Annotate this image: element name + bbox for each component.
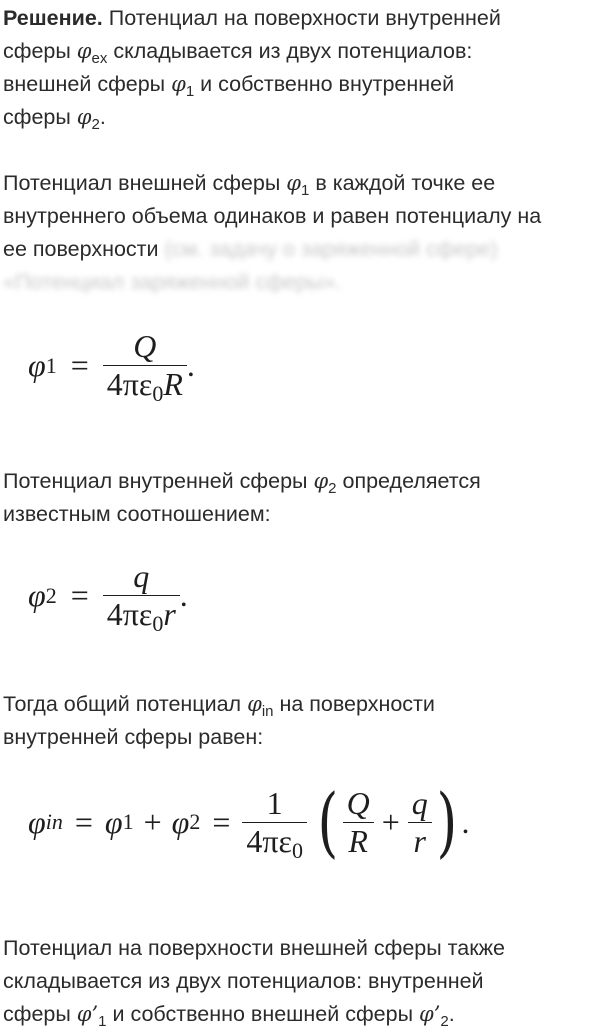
text-line: внутренней сферы равен: [3,725,264,749]
text-line: определяется [336,469,481,493]
symbol-phi: φ [171,803,190,840]
text-line: известным соотношением: [3,502,271,526]
symbol-phi: φ [313,469,329,493]
plus-sign: + [381,803,400,840]
symbol-phi: φ [28,347,46,383]
fraction [103,558,180,636]
paragraph-intro [3,2,595,134]
text-line: сферы [3,39,77,63]
numerator: Q [346,784,370,821]
denominator: R [343,822,374,860]
denominator [103,365,187,406]
period: . [461,803,470,840]
fraction [408,785,432,860]
symbol-phi: φ [76,39,92,63]
fraction [343,785,374,860]
numerator: q [411,784,428,821]
right-paren: ) [436,777,457,866]
text-line: . [99,105,106,129]
numerator: q [133,558,150,594]
symbol-sub: 2 [328,480,337,497]
text-line: складывается из двух потенциалов: [107,39,473,63]
text-line: сферы [3,1002,77,1026]
text-line: ее поверхности [3,237,159,261]
symbol-phi: φ [104,803,123,840]
blurred-text: (см. задачу о заряженной сфере) [158,237,498,261]
solution-label: Решение. [3,6,103,30]
text-line: Потенциал внутренней сферы [3,469,314,493]
symbol-phi: φ [171,72,186,96]
text-line: Потенциал на поверхности внутренней [102,6,501,30]
text-line: сферы [3,105,77,129]
text-line: Тогда общий потенциал [3,692,248,716]
symbol-sub: 0 [152,611,164,636]
symbol-phi-prime: φ’ [419,1002,441,1026]
symbol-phi-prime: φ’ [76,1002,99,1026]
numerator: 1 [266,784,283,821]
equals-sign: = [70,577,89,613]
paragraph-outer-sphere [3,932,595,1031]
denominator-text: R [163,366,183,402]
denominator-text: 4πε [246,822,292,859]
denominator-text: 4πε [106,596,153,632]
symbol-sub: 1 [185,83,195,100]
symbol-sub: 1 [301,182,310,199]
plus-sign: + [143,803,162,840]
equals-sign: = [212,803,231,840]
symbol-sub: 0 [152,381,164,406]
symbol-sub: ex [91,50,108,67]
text-line: складывается из двух потенциалов: внутренней [3,969,484,993]
paragraph-outer-potential [3,167,595,299]
equals-sign: = [70,347,89,383]
fraction [242,784,307,863]
symbol-phi: φ [286,171,301,195]
equation-phi-in: φ in = φ 1 + φ 2 = $\frac{1}{4\pi\varepsilon_0}$ ( $\frac{Q}{R}$ + $\frac{q}{r}$ ) . [28,777,470,866]
denominator [103,595,180,636]
symbol-phi: φ [28,577,46,613]
paragraph-total-potential [3,688,595,754]
period: . [179,577,188,613]
symbol-sub: 0 [291,837,303,863]
denominator-text: 4πε [106,366,153,402]
symbol-phi: φ [247,692,262,716]
text-line: внутреннего объема одинаков и равен потенциалу на [3,204,542,228]
denominator: r [408,822,432,860]
left-paren: ( [317,777,339,866]
paragraph-inner-potential [3,465,595,531]
text-line: . [448,1002,455,1026]
symbol-sub: 2 [91,116,100,133]
equation-phi1: φ 1 = $\frac{Q}{4\pi\varepsilon_0R}$ . [28,328,195,406]
blurred-text: «Потенциал заряженной сферы». [3,270,342,294]
symbol-sub: 1 [98,1013,107,1030]
text-line: Потенциал внешней сферы [3,171,287,195]
equals-sign: = [74,803,93,840]
text-line: Потенциал на поверхности внешней сферы также [3,936,505,960]
symbol-sub: 2 [440,1013,449,1030]
text-line: в каждой точке ее [309,171,496,195]
text-line: на поверхности [273,692,435,716]
denominator-text: r [163,596,176,632]
period: . [186,347,195,383]
equation-phi2: φ 2 = $\frac{q}{4\pi\varepsilon_0r}$ . [28,558,188,636]
symbol-phi: φ [76,105,92,129]
numerator: Q [133,328,157,364]
text-line: и собственно внешней сферы [106,1002,420,1026]
symbol-sub: in [261,703,274,720]
denominator [242,822,307,863]
text-line: внешней сферы [3,72,172,96]
symbol-phi: φ [28,803,46,840]
text-line: и собственно внутренней [194,72,455,96]
